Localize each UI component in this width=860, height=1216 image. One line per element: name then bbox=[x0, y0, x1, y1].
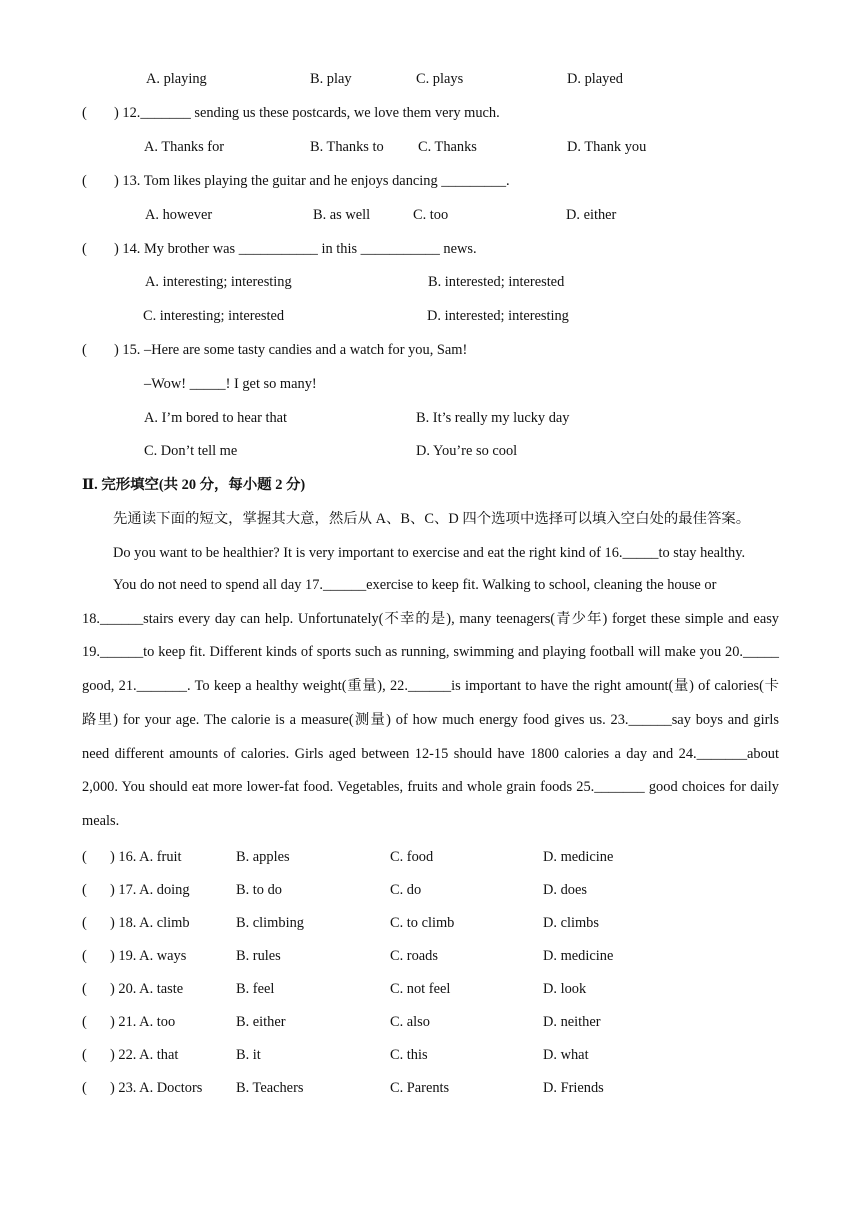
q15-answer-open-paren: ( bbox=[82, 342, 87, 358]
cloze-item-number-and-option-a: ) 19. A. ways bbox=[110, 948, 187, 964]
cloze-answer-open-paren: ( bbox=[82, 882, 87, 898]
cloze-option-c: C. also bbox=[390, 1014, 430, 1030]
q12-option-a: A. Thanks for bbox=[144, 139, 225, 155]
q15-answer-close-paren: ) bbox=[114, 342, 119, 358]
passage-paragraph-2 bbox=[82, 569, 779, 839]
q14-option-a: A. interesting; interesting bbox=[145, 274, 292, 290]
cloze-answer-open-paren: ( bbox=[82, 1080, 87, 1096]
q11-option-a: A. playing bbox=[146, 71, 207, 87]
q15-option-c: C. Don’t tell me bbox=[144, 443, 238, 459]
q13-stem: 13. Tom likes playing the guitar and he enjoys dancing _________. bbox=[122, 173, 510, 189]
q12-option-d: D. Thank you bbox=[567, 139, 647, 155]
cloze-option-d: D. does bbox=[543, 882, 587, 898]
cloze-item-number-and-option-a: ) 16. A. fruit bbox=[110, 849, 182, 865]
q12-stem-wrapper bbox=[114, 104, 500, 122]
q12-option-b: B. Thanks to bbox=[310, 139, 384, 155]
cloze-option-d: D. climbs bbox=[543, 915, 599, 931]
cloze-item-number-and-option-a: ) 18. A. climb bbox=[110, 915, 190, 931]
cloze-option-c: C. this bbox=[390, 1047, 428, 1063]
cloze-option-b: B. Teachers bbox=[236, 1080, 304, 1096]
q14-stem-wrapper bbox=[114, 240, 477, 258]
cloze-option-d: D. Friends bbox=[543, 1080, 604, 1096]
cloze-option-c: C. Parents bbox=[390, 1080, 450, 1096]
q14-option-c: C. interesting; interested bbox=[143, 308, 285, 324]
q13-option-a: A. however bbox=[145, 207, 213, 223]
q13-option-d: D. either bbox=[566, 207, 617, 223]
cloze-option-d: D. what bbox=[543, 1047, 589, 1063]
cloze-answer-open-paren: ( bbox=[82, 948, 87, 964]
cloze-item-number-and-option-a: ) 21. A. too bbox=[110, 1014, 176, 1030]
q13-answer-open-paren: ( bbox=[82, 173, 87, 189]
passage-paragraph-2-first-line: You do not need to spend all day 17.______exercise to keep fit. Walking to school, cleaning the house or bbox=[113, 577, 717, 593]
cloze-answer-open-paren: ( bbox=[82, 981, 87, 997]
q15-stem-wrapper bbox=[114, 341, 467, 359]
section-instruction: 先通读下面的短文，掌握其大意，然后从 A、B、C、D 四个选项中选择可以填入空白处的最佳答案。 bbox=[113, 511, 751, 527]
q14-answer-close-paren: ) bbox=[114, 241, 119, 257]
passage-paragraph-2-body: 18.______stairs every day can help. Unfortunately(不幸的是), many teenagers(青少年) forget these simple and easy 19.______to keep fit. Different kinds of sports such as running, swimming and playing football will make you 20._____ good, 21._______. To keep a healthy weight(重量), 22.______is important to have the right amount(量) of calories(卡路里) for your age. The calorie is a measure(测量) of how much energy food gives us. 23.______say boys and girls need different amounts of calories. Girls aged between 12-15 should have 1800 calories a day and 24._______about 2,000. You should eat more lower-fat food. Vegetables, fruits and whole grain foods 25._______ good choices for daily meals. bbox=[82, 610, 779, 829]
q14-option-b: B. interested; interested bbox=[428, 274, 565, 290]
cloze-option-b: B. to do bbox=[236, 882, 282, 898]
q12-answer-open-paren: ( bbox=[82, 105, 87, 121]
q11-option-b: B. play bbox=[310, 71, 352, 87]
q15-option-b: B. It’s really my lucky day bbox=[416, 410, 570, 426]
cloze-option-b: B. climbing bbox=[236, 915, 304, 931]
q15-stem-reply: –Wow! _____! I get so many! bbox=[144, 376, 317, 392]
q12-stem: 12._______ sending us these postcards, we love them very much. bbox=[122, 105, 500, 121]
q11-option-c: C. plays bbox=[416, 71, 464, 87]
cloze-option-d: D. medicine bbox=[543, 849, 614, 865]
cloze-option-b: B. either bbox=[236, 1014, 286, 1030]
q15-option-a: A. I’m bored to hear that bbox=[144, 410, 288, 426]
cloze-option-d: D. neither bbox=[543, 1014, 601, 1030]
q13-option-c: C. too bbox=[413, 207, 449, 223]
q11-option-d: D. played bbox=[567, 71, 623, 87]
q12-option-c: C. Thanks bbox=[418, 139, 477, 155]
cloze-option-c: C. do bbox=[390, 882, 422, 898]
cloze-option-b: B. rules bbox=[236, 948, 281, 964]
q15-option-d: D. You’re so cool bbox=[416, 443, 518, 459]
cloze-option-c: C. food bbox=[390, 849, 434, 865]
cloze-item-number-and-option-a: ) 23. A. Doctors bbox=[110, 1080, 203, 1096]
cloze-option-d: D. medicine bbox=[543, 948, 614, 964]
cloze-option-b: B. apples bbox=[236, 849, 290, 865]
q13-option-b: B. as well bbox=[313, 207, 371, 223]
cloze-item-number-and-option-a: ) 22. A. that bbox=[110, 1047, 179, 1063]
cloze-answer-open-paren: ( bbox=[82, 1047, 87, 1063]
q14-answer-open-paren: ( bbox=[82, 241, 87, 257]
q12-answer-close-paren: ) bbox=[114, 105, 119, 121]
q15-stem: 15. –Here are some tasty candies and a watch for you, Sam! bbox=[122, 342, 468, 358]
section-heading: Ⅱ. 完形填空(共 20 分，每小题 2 分) bbox=[82, 477, 306, 493]
q14-option-d: D. interested; interesting bbox=[427, 308, 569, 324]
cloze-option-b: B. it bbox=[236, 1047, 261, 1063]
cloze-answer-open-paren: ( bbox=[82, 1014, 87, 1030]
cloze-option-c: C. roads bbox=[390, 948, 438, 964]
cloze-item-number-and-option-a: ) 17. A. doing bbox=[110, 882, 190, 898]
cloze-answer-open-paren: ( bbox=[82, 849, 87, 865]
q13-stem-wrapper bbox=[114, 172, 510, 190]
q14-stem: 14. My brother was ___________ in this ___________ news. bbox=[122, 241, 477, 257]
cloze-option-d: D. look bbox=[543, 981, 587, 997]
cloze-answer-open-paren: ( bbox=[82, 915, 87, 931]
q13-answer-close-paren: ) bbox=[114, 173, 119, 189]
cloze-option-b: B. feel bbox=[236, 981, 275, 997]
passage-paragraph-1: Do you want to be healthier? It is very important to exercise and eat the right kind of 16._____to stay healthy. bbox=[113, 545, 746, 561]
cloze-option-c: C. not feel bbox=[390, 981, 451, 997]
cloze-item-number-and-option-a: ) 20. A. taste bbox=[110, 981, 184, 997]
cloze-option-c: C. to climb bbox=[390, 915, 455, 931]
